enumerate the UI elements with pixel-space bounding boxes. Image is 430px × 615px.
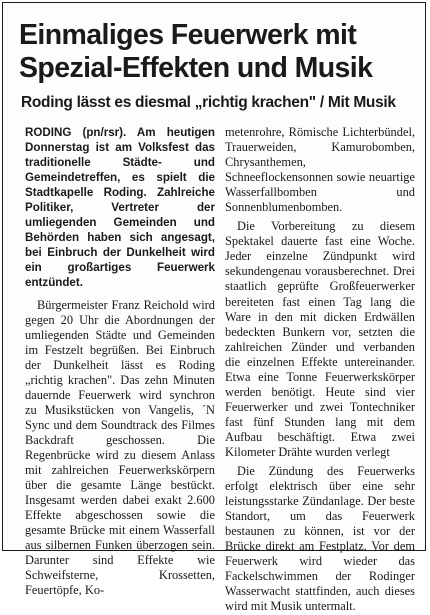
article-column-right	[225, 125, 415, 615]
article-paragraph: Die Vorbereitung zu diesem Spektakel dauerte fast eine Woche. Jeder einzelne Zündpunkt wird sekundengenau vorausberechnet. Drei staatlich geprüfte Großfeuerwerker bereiteten fast einen Tag lang die Ware in den mit dicken Erdwällen bedeckten Bunkern vor, setzten die zahlreichen Zünder und verbanden die einzelnen Effekte untereinander. Etwa eine Tonne Feuerwerkskörper werden benötigt. Heute sind vier Feuerwerker und zwei Tontechniker fast fünf Stunden lang mit dem Aufbau beschäftigt. Etwa zwei Kilometer Drähte wurden verlegt	[225, 219, 415, 459]
article-lead-text: Am heutigen Donnerstag ist am Volksfest das traditionelle Städte- und Gemeindetreffen, es spielt die Stadtkapelle Roding. Zahlreiche Politiker, Vertreter der umliegenden Gemeinden und Behörden haben sich angesagt, bei Einbruch der Dunkelheit wird ein großartiges Feuerwerk entzündet.	[25, 126, 215, 290]
article-paragraph: metenrohre, Römische Lichterbündel, Trauerweiden, Kamurobomben, Chrysanthemen, Schneeflockensonnen sowie neuartige Wasserfallbomben und Sonnenblumenbomben.	[225, 125, 415, 215]
article-headline: Einmaliges Feuerwerk mit Spezial-Effekten und Musik	[19, 19, 373, 84]
article-dateline: RODING (pn/rsr).	[25, 126, 127, 139]
article-subheadline: Roding lässt es diesmal „richtig krachen" / Mit Musik	[21, 94, 396, 111]
article-column-left	[25, 125, 215, 598]
article-paragraph: Bürgermeister Franz Reichold wird gegen 20 Uhr die Abordnungen der umliegenden Städte und Gemeinden im Festzelt begrüßen. Bei Einbruch der Dunkelheit lässt es Roding „richtig krachen". Das zehn Minuten dauernde Feuerwerk wird synchron zu Musikstücken von Vangelis, ´N Sync und dem Soundtrack des Filmes Backdraft geschossen. Die Regenbrücke wird zu diesem Anlass mit zahlreichen Feuerwerkskörpern über die gesamte Länge bestückt. Insgesamt werden dabei exakt 2.600 Effekte abgeschossen sowie die gesamte Brücke mit einem Wasserfall aus silbernen Funken überzogen sein. Darunter sind Effekte wie Schweifsterne, Krossetten, Feuertöpfe, Ko-	[25, 297, 215, 598]
article-lead	[25, 125, 215, 291]
article-paragraph: Die Zündung des Feuerwerks erfolgt elektrisch über eine sehr leistungsstarke Zündanlage. Der beste Standort, um das Feuerwerk bestaunen zu können, ist vor der Brücke direkt am Festplatz. Vor dem Feuerwerk wird wieder das Fackelschwimmen der Rodinger Wasserwacht stattfinden, auch dieses wird mit Musik untermalt.	[225, 464, 415, 614]
